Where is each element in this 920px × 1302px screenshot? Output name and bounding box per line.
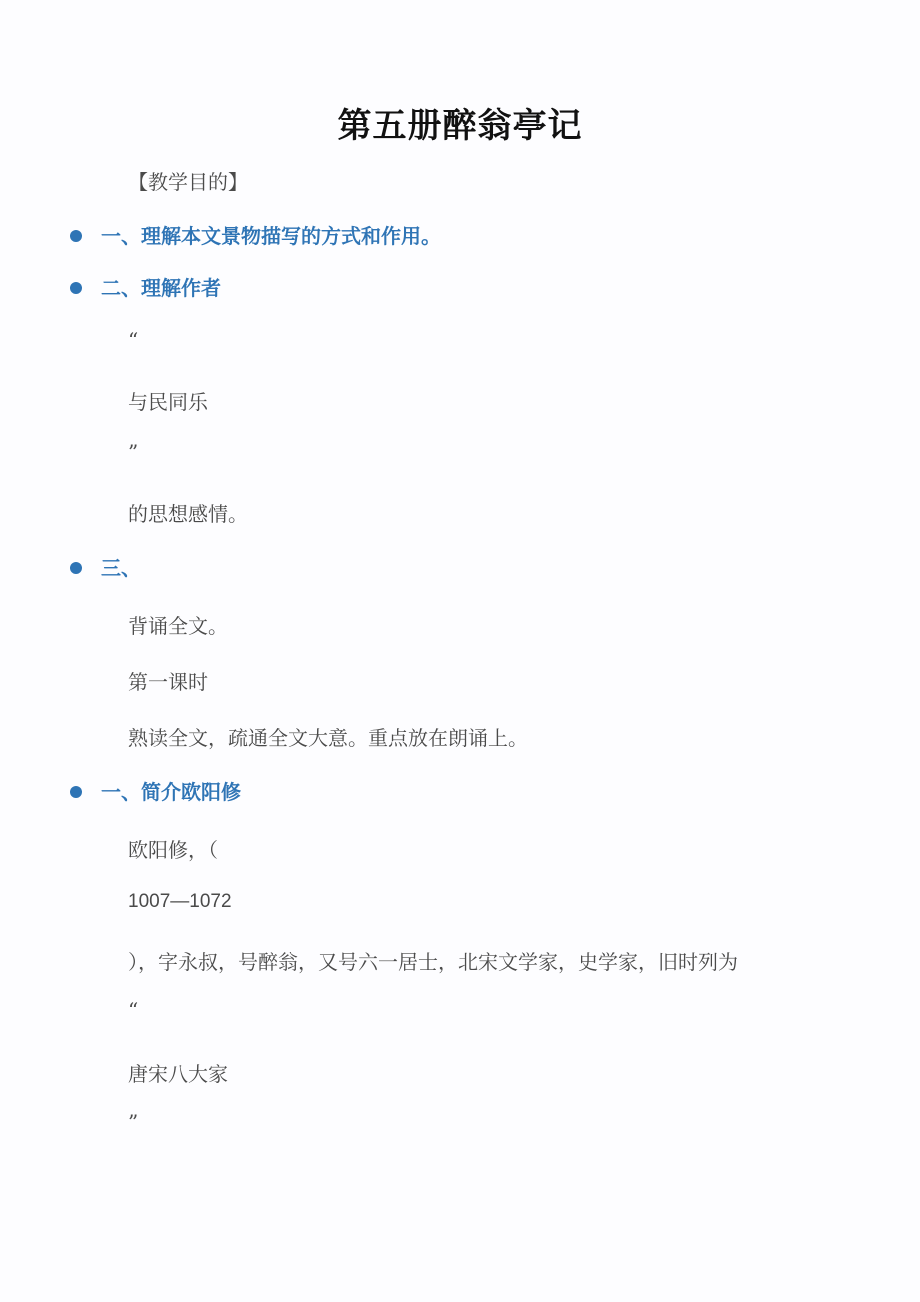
body-line: 欧阳修，（ [128,838,218,862]
bullet-icon [70,786,82,798]
quoted-phrase: 与民同乐 [128,390,208,414]
objective-heading-text: 一、理解本文景物描写的方式和作用。 [101,224,441,248]
close-quote: ” [128,1110,139,1134]
page-title: 第五册醉翁亭记 [337,106,583,146]
objective-heading-text: 三、 [101,556,141,580]
body-line: ），字永叔，号醉翁，又号六一居士，北宋文学家，史学家，旧时列为 [128,950,738,974]
bullet-icon [70,230,82,242]
author-heading-text: 一、简介欧阳修 [101,780,241,804]
lesson-goal: 熟读全文，疏通全文大意。重点放在朗诵上。 [128,726,528,750]
open-quote: “ [128,328,139,352]
author-dates: 1007—1072 [128,891,232,912]
open-quote: “ [128,998,139,1022]
quoted-phrase: 唐宋八大家 [128,1062,228,1086]
bullet-icon [70,282,82,294]
objective-heading-text: 二、理解作者 [101,276,221,300]
lesson-title: 第一课时 [128,670,208,694]
bullet-icon [70,562,82,574]
section-label: 【教学目的】 [128,170,248,194]
close-quote: ” [128,440,139,464]
body-line: 的思想感情。 [128,502,248,526]
body-line: 背诵全文。 [128,614,228,638]
